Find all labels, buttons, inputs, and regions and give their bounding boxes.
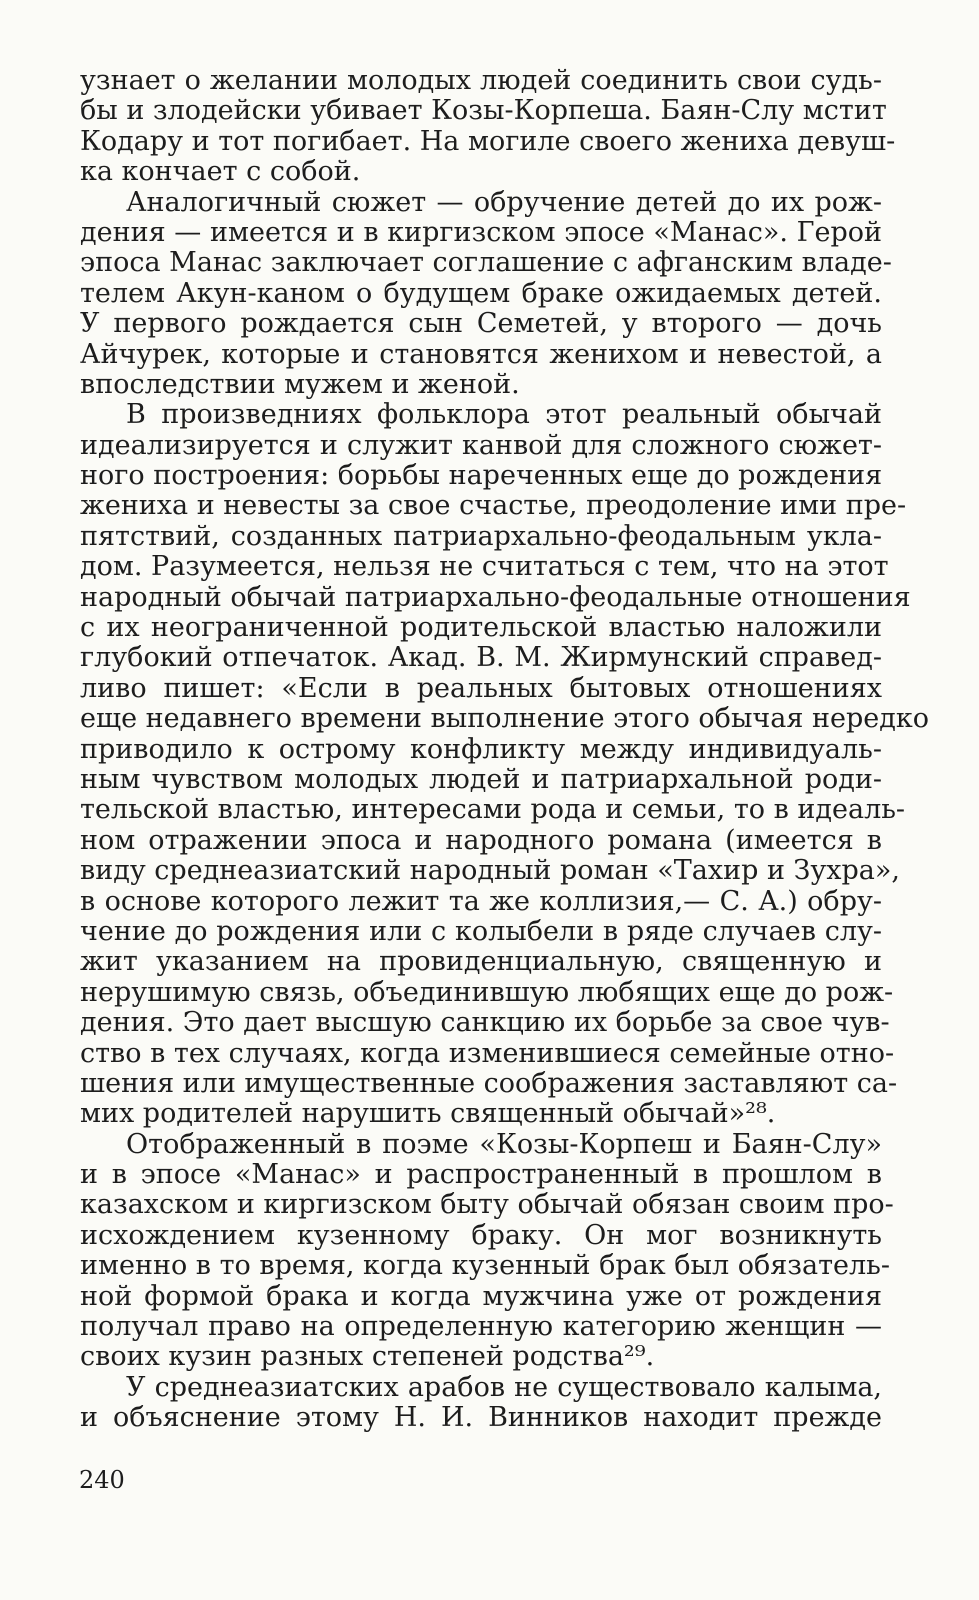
text-line: идеализируется и служит канвой для сложного сюжет- — [80, 429, 882, 461]
text-line: именно в то время, когда кузенный брак был обязатель- — [80, 1250, 890, 1282]
text-line: и объяснение этому Н. И. Винников находит прежде — [80, 1402, 882, 1434]
text-line: ном отражении эпоса и народного романа (имеется в — [80, 824, 882, 856]
text-line: с их неограниченной родительской властью наложили — [80, 612, 882, 644]
page-number: 240 — [79, 1466, 125, 1494]
text-line: мих родителей нарушить священный обычай»²⁸. — [80, 1098, 776, 1130]
text-line: получал право на определенную категорию женщин — — [80, 1311, 882, 1343]
text-line: нерушимую связь, объединившую любящих еще до рож- — [80, 976, 894, 1008]
text-line: дом. Разумеется, нельзя не считаться с тем, что на этот — [80, 551, 889, 583]
text-line: тельской властью, интересами рода и семьи, то в идеаль- — [80, 794, 906, 826]
text-line: глубокий отпечаток. Акад. В. М. Жирмунский справед- — [80, 642, 882, 674]
text-line: ным чувством молодых людей и патриархальной роди- — [80, 763, 882, 795]
text-line: бы и злодейски убивает Козы-Корпеша. Баян-Слу мстит — [80, 95, 887, 127]
text-line: своих кузин разных степеней родства²⁹. — [80, 1341, 655, 1373]
text-line: пятствий, созданных патриархально-феодальным укла- — [80, 520, 882, 552]
text-line: жит указанием на провиденциальную, священную и — [80, 946, 882, 978]
text-line: Айчурек, которые и становятся женихом и невестой, а — [80, 338, 882, 370]
text-line: ка кончает с собой. — [80, 156, 361, 188]
text-line: дения — имеется и в киргизском эпосе «Манас». Герой — [80, 216, 882, 248]
text-line: Отображенный в поэме «Козы-Корпеш и Баян-Слу» — [126, 1128, 882, 1160]
text-line: исхождением кузенному браку. Он мог возникнуть — [80, 1219, 882, 1251]
text-line: Аналогичный сюжет — обручение детей до их рож- — [126, 186, 882, 218]
text-line: ство в тех случаях, когда изменившиеся семейные отно- — [80, 1037, 895, 1069]
text-line: узнает о желании молодых людей соединить свои судь- — [80, 65, 882, 96]
text-line: эпоса Манас заключает соглашение с афганским владе- — [80, 247, 892, 279]
text-line: виду среднеазиатский народный роман «Тахир и Зухра», — [80, 855, 900, 887]
text-line: дения. Это дает высшую санкцию их борьбе за свое чув- — [80, 1007, 890, 1039]
text-line: и в эпосе «Манас» и распространенный в прошлом в — [80, 1159, 882, 1191]
text-line: чение до рождения или с колыбели в ряде случаев слу- — [80, 915, 882, 947]
text-line: приводило к острому конфликту между индивидуаль- — [80, 733, 882, 765]
text-line: ливо пишет: «Если в реальных бытовых отношениях — [80, 672, 882, 704]
text-line: Кодару и тот погибает. На могиле своего жениха девуш- — [80, 125, 896, 157]
text-line: в основе которого лежит та же коллизия,— С. А.) обру- — [80, 885, 882, 917]
text-line: ного построения: борьбы нареченных еще до рождения — [80, 460, 883, 492]
text-line: шения или имущественные соображения заставляют са- — [80, 1067, 898, 1099]
text-line: У первого рождается сын Семетей, у второго — дочь — [80, 308, 882, 340]
text-line: В произведниях фольклора этот реальный обычай — [126, 399, 882, 431]
text-line: впоследствии мужем и женой. — [80, 368, 520, 400]
body-text — [80, 65, 929, 1434]
text-line: У среднеазиатских арабов не существовало калыма, — [126, 1371, 882, 1403]
text-line: ной формой брака и когда мужчина уже от рождения — [80, 1280, 882, 1312]
text-line: народный обычай патриархально-феодальные отношения — [80, 581, 911, 613]
text-line: телем Акун-каном о будущем браке ожидаемых детей. — [80, 277, 882, 309]
text-line: казахском и киргизском быту обычай обязан своим про- — [80, 1189, 894, 1221]
text-line: жениха и невесты за свое счастье, преодоление ими пре- — [80, 490, 907, 522]
text-line: еще недавнего времени выполнение этого обычая нередко — [80, 703, 929, 735]
